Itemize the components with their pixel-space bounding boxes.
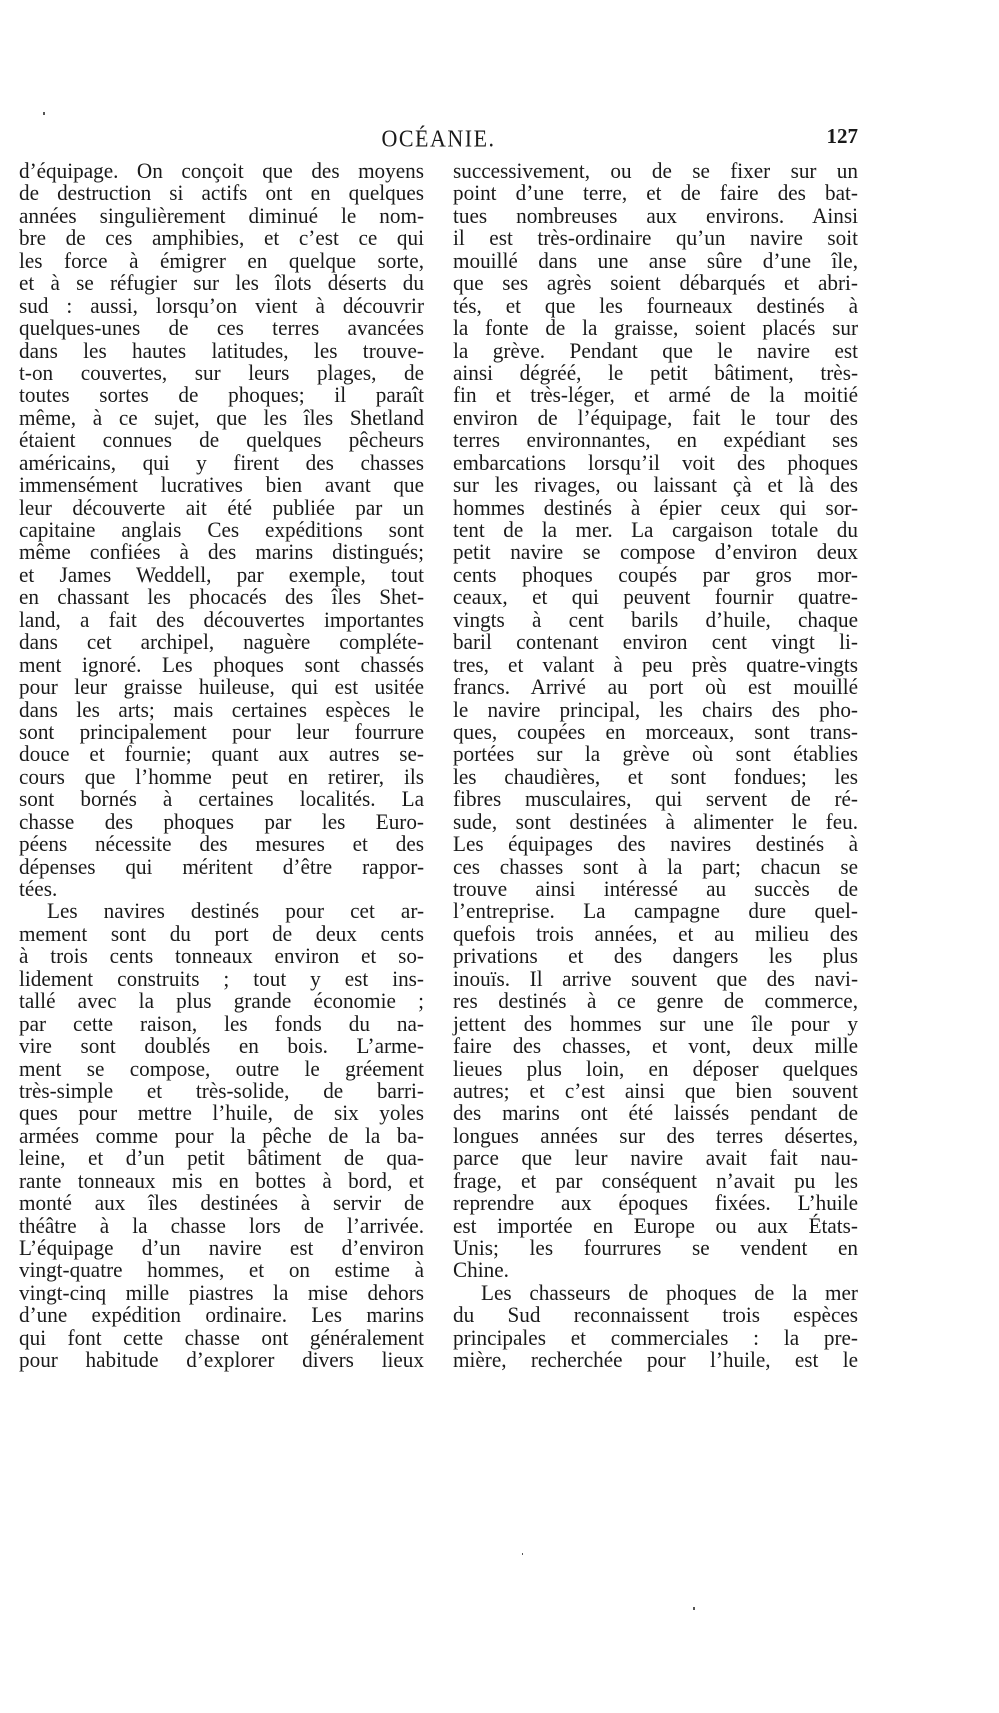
page-number: 127 — [826, 124, 858, 148]
text-line: les force à émigrer en quelque sorte, — [19, 247, 424, 273]
left-column — [19, 157, 424, 1373]
text-line: capitaine anglais Ces expéditions sont — [19, 516, 424, 543]
text-line: toutes sortes de phoques; il paraît — [19, 382, 424, 408]
text-line: vingt-cinq mille piastres la mise dehors — [19, 1279, 424, 1305]
text-line: de destruction si actifs ont en quelques — [19, 180, 424, 206]
text-line: années singulièrement diminué le nom- — [19, 202, 424, 228]
text-line: tues nombreuses aux environs. Ainsi — [453, 202, 858, 228]
text-line: faire des chasses, et vont, deux mille — [453, 1032, 858, 1059]
text-line: dans les arts; mais certaines espèces le — [19, 696, 424, 722]
text-line: sude, sont destinées à alimenter le feu. — [453, 808, 858, 834]
text-line: Les navires destinés pour cet ar- — [47, 898, 424, 924]
right-column — [453, 157, 858, 1373]
text-line: L’équipage d’un navire est d’environ — [19, 1234, 424, 1261]
text-line: armées comme pour la pêche de la ba- — [19, 1122, 424, 1148]
text-line: vingt-quatre hommes, et on estime à — [19, 1257, 424, 1283]
text-line: péens nécessite des mesures et des — [19, 830, 424, 857]
text-line: et James Weddell, par exemple, tout — [19, 561, 424, 587]
text-line: land, a fait des découvertes importantes — [19, 606, 424, 632]
text-line: tées. — [19, 875, 58, 902]
text-line: l’entreprise. La campagne dure quel- — [453, 898, 858, 924]
text-line: principales et commerciales : la pre- — [453, 1324, 858, 1350]
text-line: hommes destinés à épier ceux qui sor- — [453, 494, 858, 520]
text-line: baril contenant environ cent vingt li- — [453, 629, 858, 655]
text-line: terres environnantes, en expédiant ses — [453, 427, 858, 453]
text-line: tés, et que les fourneaux destinés à — [453, 292, 858, 318]
text-line: point d’une terre, et de faire des bat- — [453, 180, 858, 206]
text-line: Les chasseurs de phoques de la mer — [481, 1279, 858, 1305]
text-line: du Sud reconnaissent trois espèces — [453, 1302, 858, 1328]
text-line: les chaudières, et sont fondues; les — [453, 763, 858, 789]
text-line: monté aux îles destinées à servir de — [19, 1189, 424, 1216]
text-line: la grève. Pendant que le navire est — [453, 337, 858, 363]
text-line: francs. Arrivé au port où est mouillé — [453, 673, 858, 700]
text-line: sont principalement pour leur fourrure — [19, 718, 424, 744]
text-line: ces chasses sont à la part; chacun se — [453, 853, 858, 879]
text-line: il est très-ordinaire qu’un navire soit — [453, 225, 858, 251]
text-line: dans cet archipel, naguère complétе- — [19, 629, 424, 655]
text-line: environ de l’équipage, fait le tour des — [453, 404, 858, 430]
text-line: reprendre aux époques fixées. L’huile — [453, 1189, 858, 1216]
running-head — [19, 124, 858, 154]
text-line: la fonte de la graisse, soient placés sur — [453, 314, 858, 341]
text-line: successivement, ou de se fixer sur un — [453, 157, 858, 184]
text-line: américains, qui y firent des chasses — [19, 449, 424, 475]
text-line: même, à ce sujet, que les îles Shetland — [19, 404, 424, 430]
text-line: sont bornés à certaines localités. La — [19, 786, 424, 812]
text-line: ment ignoré. Les phoques sont chassés — [19, 651, 424, 677]
text-line: lidement construits ; tout y est ins- — [19, 965, 424, 991]
text-line: vire sont doublés en bois. L’arme- — [19, 1032, 424, 1059]
text-line: rante tonneaux mis en bottes à bord, et — [19, 1167, 424, 1193]
text-line: d’une expédition ordinaire. Les marins — [19, 1302, 424, 1328]
text-line: en chassant les phocacés des îles Shet- — [19, 584, 424, 610]
text-line: très-simple et très-solide, de barri- — [19, 1077, 424, 1103]
scan-speck — [43, 112, 45, 115]
text-line: sud : aussi, lorsqu’on vient à découvrir — [19, 292, 424, 318]
text-line: parce que leur navire avait fait nau- — [453, 1145, 858, 1171]
text-line: pour leur graisse huileuse, qui est usitée — [19, 673, 424, 700]
text-line: ment se compose, outre le gréement — [19, 1055, 424, 1081]
text-line: bre de ces amphibies, et c’est ce qui — [19, 225, 424, 251]
text-line: ques pour mettre l’huile, de six yoles — [19, 1100, 424, 1126]
text-line: d’équipage. On conçoit que des moyens — [19, 157, 424, 184]
text-line: sur les rivages, ou laissant çà et là des — [453, 471, 858, 498]
text-line: vingts à cent barils d’huile, chaque — [453, 606, 858, 632]
text-line: t-on couvertes, sur leurs plages, de — [19, 359, 424, 385]
text-line: ceaux, et qui peuvent fournir quatre- — [453, 584, 858, 610]
text-line: mement sont du port de deux cents — [19, 920, 424, 946]
text-line: à trois cents tonneaux environ et so- — [19, 943, 424, 969]
text-line: fin et très-léger, et armé de la moitié — [453, 382, 858, 408]
text-line: même confiées à des marins distingués; — [19, 539, 424, 565]
text-line: embarcations lorsqu’il voit des phoques — [453, 449, 858, 475]
text-line: leur découverte ait été publiée par un — [19, 494, 424, 520]
text-line: tent de la mer. La cargaison totale du — [453, 516, 858, 543]
text-line: que ses agrès soient débarqués et abri- — [453, 270, 858, 296]
text-line: par cette raison, les fonds du na- — [19, 1010, 424, 1036]
text-line: tres, et valant à peu près quatre-vingts — [453, 651, 858, 677]
text-line: et à se réfugier sur les îlots déserts du — [19, 270, 424, 296]
scan-speck — [522, 1553, 523, 1555]
text-line: longues années sur des terres désertes, — [453, 1122, 858, 1148]
text-line: est importée en Europe ou aux États- — [453, 1212, 858, 1238]
text-line: des marins ont été laissés pendant de — [453, 1100, 858, 1126]
running-title: OCÉANIE. — [381, 124, 496, 152]
text-line: immensément lucratives bien avant que — [19, 471, 424, 498]
text-line: petit navire se compose d’environ deux — [453, 539, 858, 565]
text-line: frage, et par conséquent n’avait pu les — [453, 1167, 858, 1193]
text-line: inouïs. Il arrive souvent que des navi- — [453, 965, 858, 991]
text-line: dépenses qui méritent d’être rappor- — [19, 853, 424, 879]
text-line: portées sur la grève où sont établies — [453, 741, 858, 767]
text-line: ques, coupées en morceaux, sont trans- — [453, 718, 858, 744]
text-line: leine, et d’un petit bâtiment de qua- — [19, 1145, 424, 1171]
text-line: privations et des dangers les plus — [453, 943, 858, 969]
text-line: fibres musculaires, qui servent de ré- — [453, 786, 858, 812]
text-line: cents phoques coupés par gros mor- — [453, 561, 858, 587]
text-line: autres; et c’est ainsi que bien souvent — [453, 1077, 858, 1103]
text-line: qui font cette chasse ont généralement — [19, 1324, 424, 1350]
text-line: théâtre à la chasse lors de l’arrivée. — [19, 1212, 424, 1238]
text-line: Chine. — [453, 1257, 509, 1283]
text-line: jettent des hommes sur une île pour y — [453, 1010, 858, 1036]
text-line: cours que l’homme peut en retirer, ils — [19, 763, 424, 789]
text-line: quefois trois années, et au milieu des — [453, 920, 858, 946]
text-line: Unis; les fourrures se vendent en — [453, 1234, 858, 1261]
scan-speck — [693, 1607, 695, 1610]
text-line: étaient connues de quelques pêcheurs — [19, 427, 424, 453]
text-line: trouve ainsi intéressé au succès de — [453, 875, 858, 902]
text-line: mouillé dans une anse sûre d’une île, — [453, 247, 858, 273]
text-line: res destinés à ce genre de commerce, — [453, 988, 858, 1014]
text-line: quelques-unes de ces terres avancées — [19, 314, 424, 341]
text-line: ainsi dégréé, le petit bâtiment, très- — [453, 359, 858, 385]
text-line: le navire principal, les chairs des pho- — [453, 696, 858, 722]
text-line: chasse des phoques par les Euro- — [19, 808, 424, 834]
text-line: lieues plus loin, en déposer quelques — [453, 1055, 858, 1081]
text-line: pour habitude d’explorer divers lieux — [19, 1347, 424, 1373]
text-line: mière, recherchée pour l’huile, est le — [453, 1347, 858, 1373]
text-line: dans les hautes latitudes, les trouve- — [19, 337, 424, 363]
text-line: douce et fournie; quant aux autres se- — [19, 741, 424, 767]
text-line: Les équipages des navires destinés à — [453, 830, 858, 857]
text-line: tallé avec la plus grande économie ; — [19, 988, 424, 1014]
